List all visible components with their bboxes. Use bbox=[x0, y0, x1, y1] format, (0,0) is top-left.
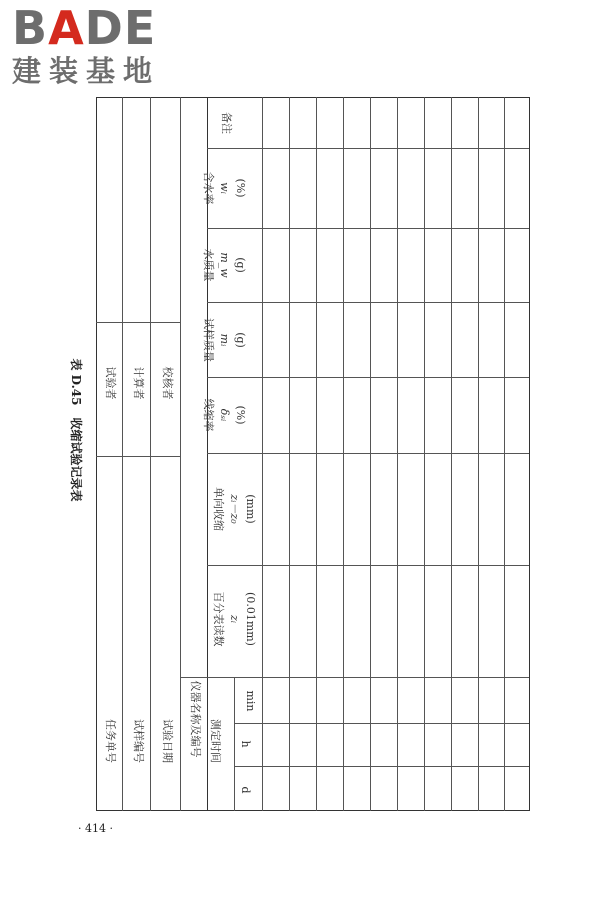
label-tester: 试验者 bbox=[104, 366, 117, 400]
col-dial-reading-name: 百分表读数 bbox=[212, 591, 225, 647]
col-shrinkage-unit: (mm) bbox=[244, 494, 257, 524]
label-sample-no: 试样编号 bbox=[132, 719, 145, 763]
label-calculator: 计算者 bbox=[132, 366, 145, 400]
col-water-content-unit: (%) bbox=[234, 178, 247, 198]
label-test-date: 试验日期 bbox=[161, 719, 174, 763]
col-dial-reading-unit: (0.01mm) bbox=[244, 592, 257, 646]
col-linear-rate-symbol: δₛᵢ bbox=[218, 408, 231, 422]
col-sample-mass-unit: (g) bbox=[234, 332, 247, 348]
col-min: min bbox=[244, 690, 257, 712]
col-water-mass-symbol: m_w bbox=[218, 252, 231, 278]
col-measure-time: 测定时间 bbox=[209, 719, 222, 763]
logo-subtitle: 建装基地 bbox=[12, 54, 161, 88]
logo-wordmark: BADE bbox=[12, 1, 157, 55]
col-water-mass-unit: (g) bbox=[234, 257, 247, 273]
page-number: · 414 · bbox=[78, 822, 113, 835]
col-sample-mass-name: 试样质量 bbox=[202, 318, 215, 362]
col-sample-mass-symbol: mᵢ bbox=[218, 333, 231, 347]
bade-logo bbox=[12, 1, 161, 88]
col-water-mass-name: 水质量 bbox=[202, 248, 215, 282]
label-task-no: 任务单号 bbox=[104, 719, 117, 763]
col-dial-reading-symbol: zᵢ bbox=[228, 614, 241, 623]
col-shrinkage-name: 单向收缩 bbox=[212, 487, 225, 531]
col-h: h bbox=[239, 740, 252, 748]
col-water-content-name: 含水率 bbox=[202, 171, 215, 205]
label-instrument: 仪器名称及编号 bbox=[189, 680, 202, 758]
col-shrinkage-symbol: zᵢ－z₀ bbox=[228, 494, 241, 524]
col-remarks: 备注 bbox=[220, 112, 233, 134]
col-linear-rate-unit: (%) bbox=[234, 405, 247, 425]
label-checker: 校核者 bbox=[161, 366, 174, 400]
table-title: 表 D.45 收缩试验记录表 bbox=[69, 358, 83, 502]
col-water-content-symbol: wᵢ bbox=[218, 182, 231, 194]
col-d: d bbox=[239, 786, 252, 794]
col-linear-rate-name: 线缩率 bbox=[202, 398, 215, 432]
